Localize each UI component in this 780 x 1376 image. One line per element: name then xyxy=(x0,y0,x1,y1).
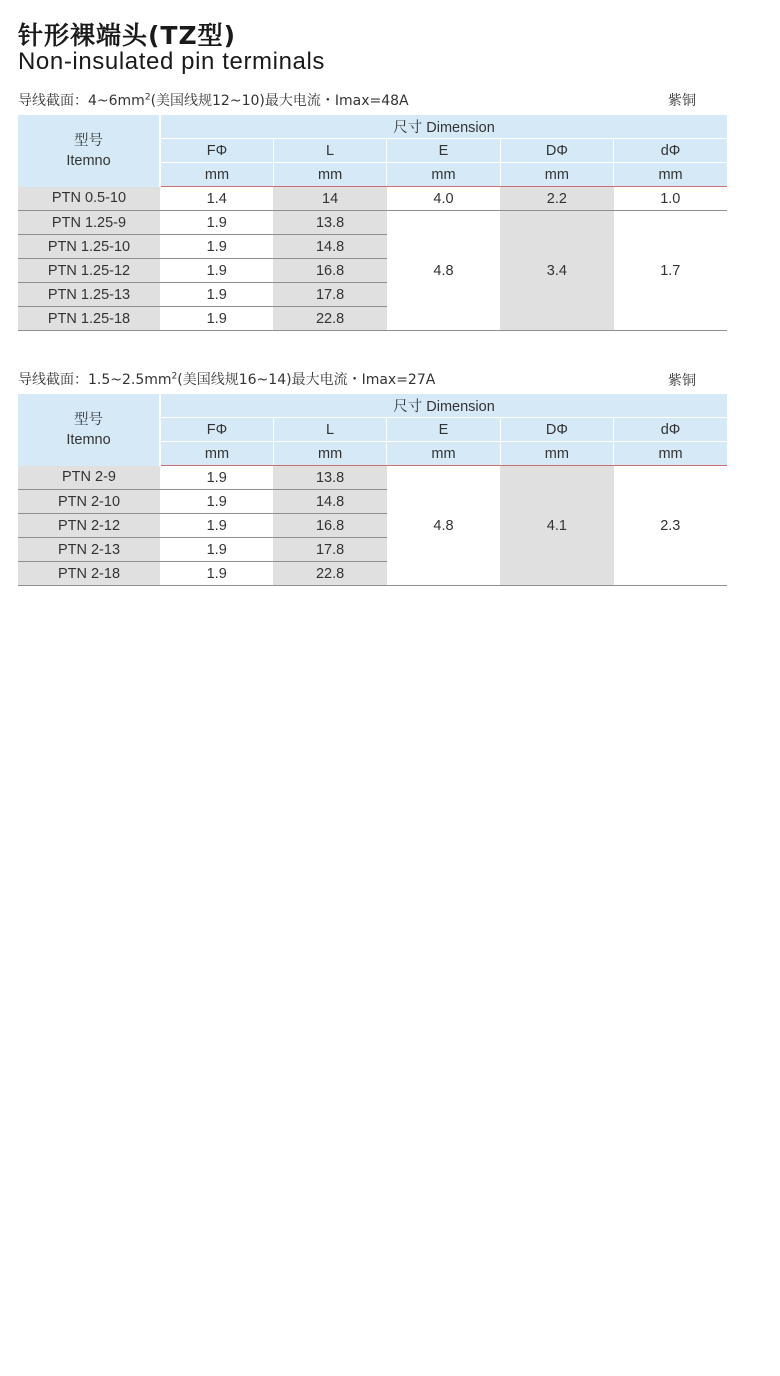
model-header-cn: 型号 xyxy=(74,132,103,149)
spec-table-2 xyxy=(18,394,727,586)
col-header-d-small: dΦ xyxy=(614,139,727,163)
spec-table-1 xyxy=(18,115,727,331)
cell-l: 17.8 xyxy=(273,538,386,562)
cell-l: 14 xyxy=(273,187,386,211)
cell-l: 13.8 xyxy=(273,211,386,235)
col-header-d: DΦ xyxy=(500,418,613,442)
model-header-cn: 型号 xyxy=(74,411,103,428)
col-header-d-small: dΦ xyxy=(614,418,727,442)
cell-f: 1.4 xyxy=(160,187,273,211)
dimension-header: 尺寸 Dimension xyxy=(160,115,727,139)
unit-l: mm xyxy=(273,442,386,466)
cell-model: PTN 2-9 xyxy=(18,466,160,490)
col-header-l: L xyxy=(273,418,386,442)
spec-sup: 2 xyxy=(144,92,151,103)
model-header xyxy=(18,115,160,187)
table-row xyxy=(18,211,727,235)
cell-f: 1.9 xyxy=(160,466,273,490)
unit-d: mm xyxy=(500,163,613,187)
spec-line-2 xyxy=(18,369,435,389)
table-row xyxy=(18,466,727,490)
page-title-cn: 针形裸端头(TZ型) xyxy=(18,21,237,50)
cell-l: 14.8 xyxy=(273,490,386,514)
unit-e: mm xyxy=(387,442,500,466)
page-title-en: Non-insulated pin terminals xyxy=(18,48,326,75)
cell-e: 4.0 xyxy=(387,187,500,211)
cell-d: 2.2 xyxy=(500,187,613,211)
spec-prefix: 导线截面：4~6mm xyxy=(18,93,145,109)
cell-model: PTN 1.25-13 xyxy=(18,283,160,307)
cell-l: 17.8 xyxy=(273,283,386,307)
cell-model: PTN 1.25-9 xyxy=(18,211,160,235)
model-header xyxy=(18,394,160,466)
cell-f: 1.9 xyxy=(160,259,273,283)
material-label-2: 紫铜 xyxy=(668,373,696,389)
cell-model: PTN 2-13 xyxy=(18,538,160,562)
cell-d-small-merged: 1.7 xyxy=(614,211,727,331)
model-header-en: Itemno xyxy=(66,152,111,169)
cell-l: 22.8 xyxy=(273,307,386,331)
col-header-e: E xyxy=(387,418,500,442)
cell-d-merged: 4.1 xyxy=(500,466,613,586)
unit-l: mm xyxy=(273,163,386,187)
cell-d-small: 1.0 xyxy=(614,187,727,211)
cell-model: PTN 1.25-18 xyxy=(18,307,160,331)
unit-d-small: mm xyxy=(614,442,727,466)
cell-f: 1.9 xyxy=(160,538,273,562)
cell-d-small-merged: 2.3 xyxy=(614,466,727,586)
dimension-header: 尺寸 Dimension xyxy=(160,394,727,418)
material-label-1: 紫铜 xyxy=(668,93,696,109)
cell-f: 1.9 xyxy=(160,562,273,586)
cell-model: PTN 2-10 xyxy=(18,490,160,514)
unit-e: mm xyxy=(387,163,500,187)
spec-line-1 xyxy=(18,90,409,110)
col-header-f: FΦ xyxy=(160,418,273,442)
cell-model: PTN 1.25-10 xyxy=(18,235,160,259)
cell-f: 1.9 xyxy=(160,211,273,235)
cell-f: 1.9 xyxy=(160,490,273,514)
spec-prefix: 导线截面：1.5~2.5mm xyxy=(18,372,172,388)
unit-d: mm xyxy=(500,442,613,466)
col-header-d: DΦ xyxy=(500,139,613,163)
table-row xyxy=(18,187,727,211)
spec-suffix: (美国线规12~10)最大电流・Imax=48A xyxy=(150,93,409,109)
unit-d-small: mm xyxy=(614,163,727,187)
cell-f: 1.9 xyxy=(160,514,273,538)
col-header-f: FΦ xyxy=(160,139,273,163)
spec-sup: 2 xyxy=(171,371,178,382)
cell-l: 22.8 xyxy=(273,562,386,586)
cell-d-merged: 3.4 xyxy=(500,211,613,331)
cell-l: 13.8 xyxy=(273,466,386,490)
unit-f: mm xyxy=(160,442,273,466)
spec-suffix: (美国线规16~14)最大电流・Imax=27A xyxy=(177,372,436,388)
cell-model: PTN 2-18 xyxy=(18,562,160,586)
cell-l: 16.8 xyxy=(273,514,386,538)
cell-model: PTN 2-12 xyxy=(18,514,160,538)
cell-model: PTN 1.25-12 xyxy=(18,259,160,283)
cell-f: 1.9 xyxy=(160,283,273,307)
cell-l: 14.8 xyxy=(273,235,386,259)
cell-l: 16.8 xyxy=(273,259,386,283)
unit-f: mm xyxy=(160,163,273,187)
col-header-l: L xyxy=(273,139,386,163)
col-header-e: E xyxy=(387,139,500,163)
model-header-en: Itemno xyxy=(66,431,111,448)
cell-f: 1.9 xyxy=(160,307,273,331)
cell-model: PTN 0.5-10 xyxy=(18,187,160,211)
cell-e-merged: 4.8 xyxy=(387,211,500,331)
cell-e-merged: 4.8 xyxy=(387,466,500,586)
cell-f: 1.9 xyxy=(160,235,273,259)
